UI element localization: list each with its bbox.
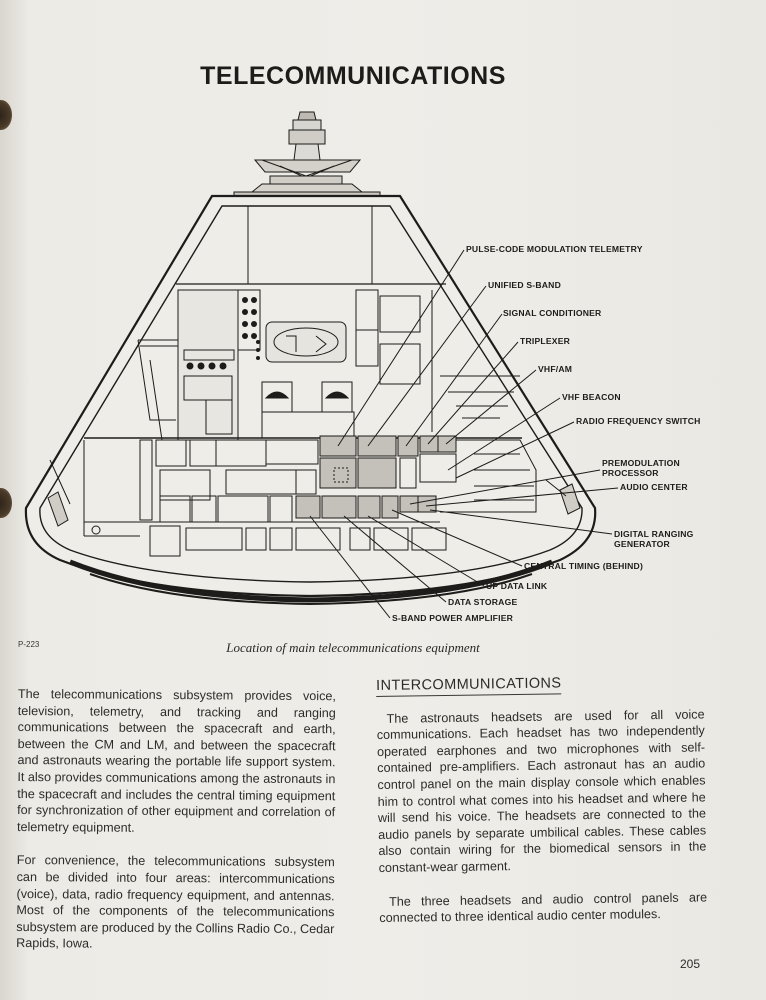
unified-s-band-box xyxy=(358,436,396,456)
label-rf-switch: RADIO FREQUENCY SWITCH xyxy=(576,416,701,426)
label-premodulation: PREMODULATION xyxy=(602,458,680,468)
label-vhf-am: VHF/AM xyxy=(538,364,573,374)
label-data-storage: DATA STORAGE xyxy=(448,597,518,607)
figure-caption: Location of main telecommunications equipment xyxy=(226,640,480,655)
page-number: 205 xyxy=(680,957,701,971)
label-pcm-telemetry: PULSE-CODE MODULATION TELEMETRY xyxy=(466,244,643,254)
central-timing-box xyxy=(382,496,398,518)
s-band-power-amplifier-box xyxy=(296,496,320,518)
section-heading: INTERCOMMUNICATIONS xyxy=(376,675,562,696)
label-processor: PROCESSOR xyxy=(602,468,659,478)
label-vhf-beacon: VHF BEACON xyxy=(562,392,621,402)
paragraph: The astronauts headsets are used for all voice communications. Each headset has two independently operated earphones and two microphones with self-contained pre-amplifiers. Each astronaut has an audio control panel on the main display console which enables him to control what comes into his headset and where he will send his voice. The headsets are connected to the audio panels by separate umbilical cables. These cables also contain wiring for the biomedical sensors in the constant-wear garment. xyxy=(376,707,707,875)
premodulation-processor-box xyxy=(400,496,418,512)
label-signal-conditioner: SIGNAL CONDITIONER xyxy=(503,308,602,318)
figure-number: P-223 xyxy=(18,640,40,649)
audio-center-box xyxy=(418,496,436,512)
page-title: TELECOMMUNICATIONS xyxy=(200,62,506,90)
label-audio-center: AUDIO CENTER xyxy=(620,482,688,492)
label-triplexer: TRIPLEXER xyxy=(520,336,571,346)
paragraph: The three headsets and audio control panels are connected to three identical audio center modules. xyxy=(379,889,708,926)
left-column xyxy=(16,686,336,971)
up-data-link-box xyxy=(358,496,380,518)
label-digital-ranging: DIGITAL RANGING xyxy=(614,529,694,539)
data-storage-box xyxy=(322,496,356,518)
label-central-timing: CENTRAL TIMING (BEHIND) xyxy=(524,561,644,571)
label-generator: GENERATOR xyxy=(614,539,670,549)
paragraph: The telecommunications subsystem provides voice, television, telemetry, and tracking and ranging communications between the spacecraft and earth, between the CM and LM, and between the spacecraft and astronauts wearing the portable life support system. It also provides communications among the astronauts in the spacecraft and includes the central timing equipment for synchronization of other equipment and correlation of telemetry equipment. xyxy=(16,687,336,835)
triplexer-box xyxy=(420,436,438,452)
label-unified-s-band: UNIFIED S-BAND xyxy=(488,280,561,290)
label-up-data-link: UP DATA LINK xyxy=(486,581,548,591)
signal-conditioner-box xyxy=(398,436,418,456)
label-s-band-power-amplifier: S-BAND POWER AMPLIFIER xyxy=(392,613,514,623)
paragraph: For convenience, the telecommunications subsystem can be divided into four areas: intercommunications (voice), data, radio frequency equipment, and antennas. Most of the components of the telecommunications subsystem are produced by the Collins Radio Co., Cedar Rapids, Iowa. xyxy=(16,853,335,951)
right-column xyxy=(376,673,708,943)
